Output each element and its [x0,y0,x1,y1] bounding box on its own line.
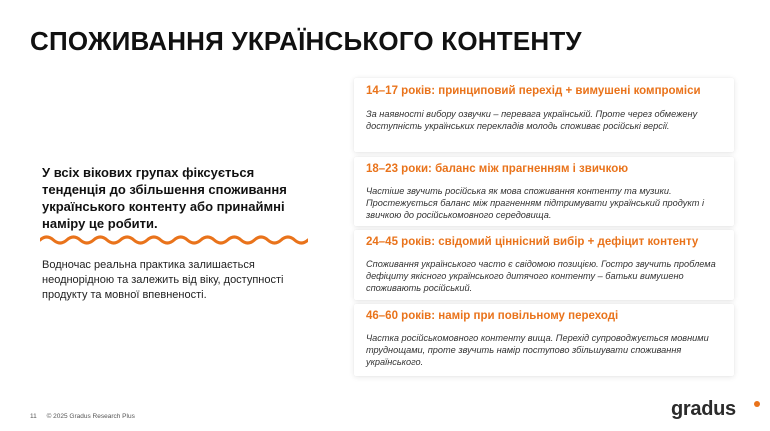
age-card-text: Частіше звучить російська як мова споживання контенту та музики. Простежується баланс між прагненням підтримувати український продукт і звичкою до російськомовного середовища. [366,186,705,220]
practice-note: Водночас реальна практика залишається неоднорідною та залежить від віку, доступності продукту та мовної впевненості. [42,259,284,301]
age-card-14-17 [354,78,734,152]
wavy-divider [40,234,308,246]
lead-statement: У всіх вікових групах фіксується тенденція до збільшення споживання українського контенту або принаймні наміру це робити. [42,165,287,231]
age-card-18-23 [354,157,734,226]
logo-dot-icon [754,401,760,407]
page-title: СПОЖИВАННЯ УКРАЇНСЬКОГО КОНТЕНТУ [30,26,582,56]
age-card-text: Частка російськомовного контенту вища. Перехід супроводжується мовними труднощами, проте звучить намір поступово збільшувати споживання українського. [366,333,709,367]
age-card-heading: 18–23 роки: баланс між прагненням і звичкою [366,163,629,175]
page-number: 11 [30,413,37,420]
age-card-46-60 [354,304,734,376]
gradus-logo: gradus [671,398,736,420]
age-card-text: За наявності вибору озвучки – перевага українській. Проте через обмежену доступність українських перекладів молодь споживає російські версії. [366,109,698,131]
copyright: © 2025 Gradus Research Plus [46,413,135,420]
age-card-heading: 24–45 років: свідомий ціннісний вибір + дефіцит контенту [366,236,699,248]
footer [30,413,135,420]
age-card-heading: 46–60 років: намір при повільному переході [366,310,619,322]
age-card-text: Споживання українського часто є свідомою позицією. Гостро звучить проблема дефіциту якісного українського дитячого контенту – батьки вимушено споживають російський. [366,259,716,293]
age-card-24-45 [354,230,734,300]
age-card-heading: 14–17 років: принциповий перехід + вимушені компроміси [366,85,701,97]
